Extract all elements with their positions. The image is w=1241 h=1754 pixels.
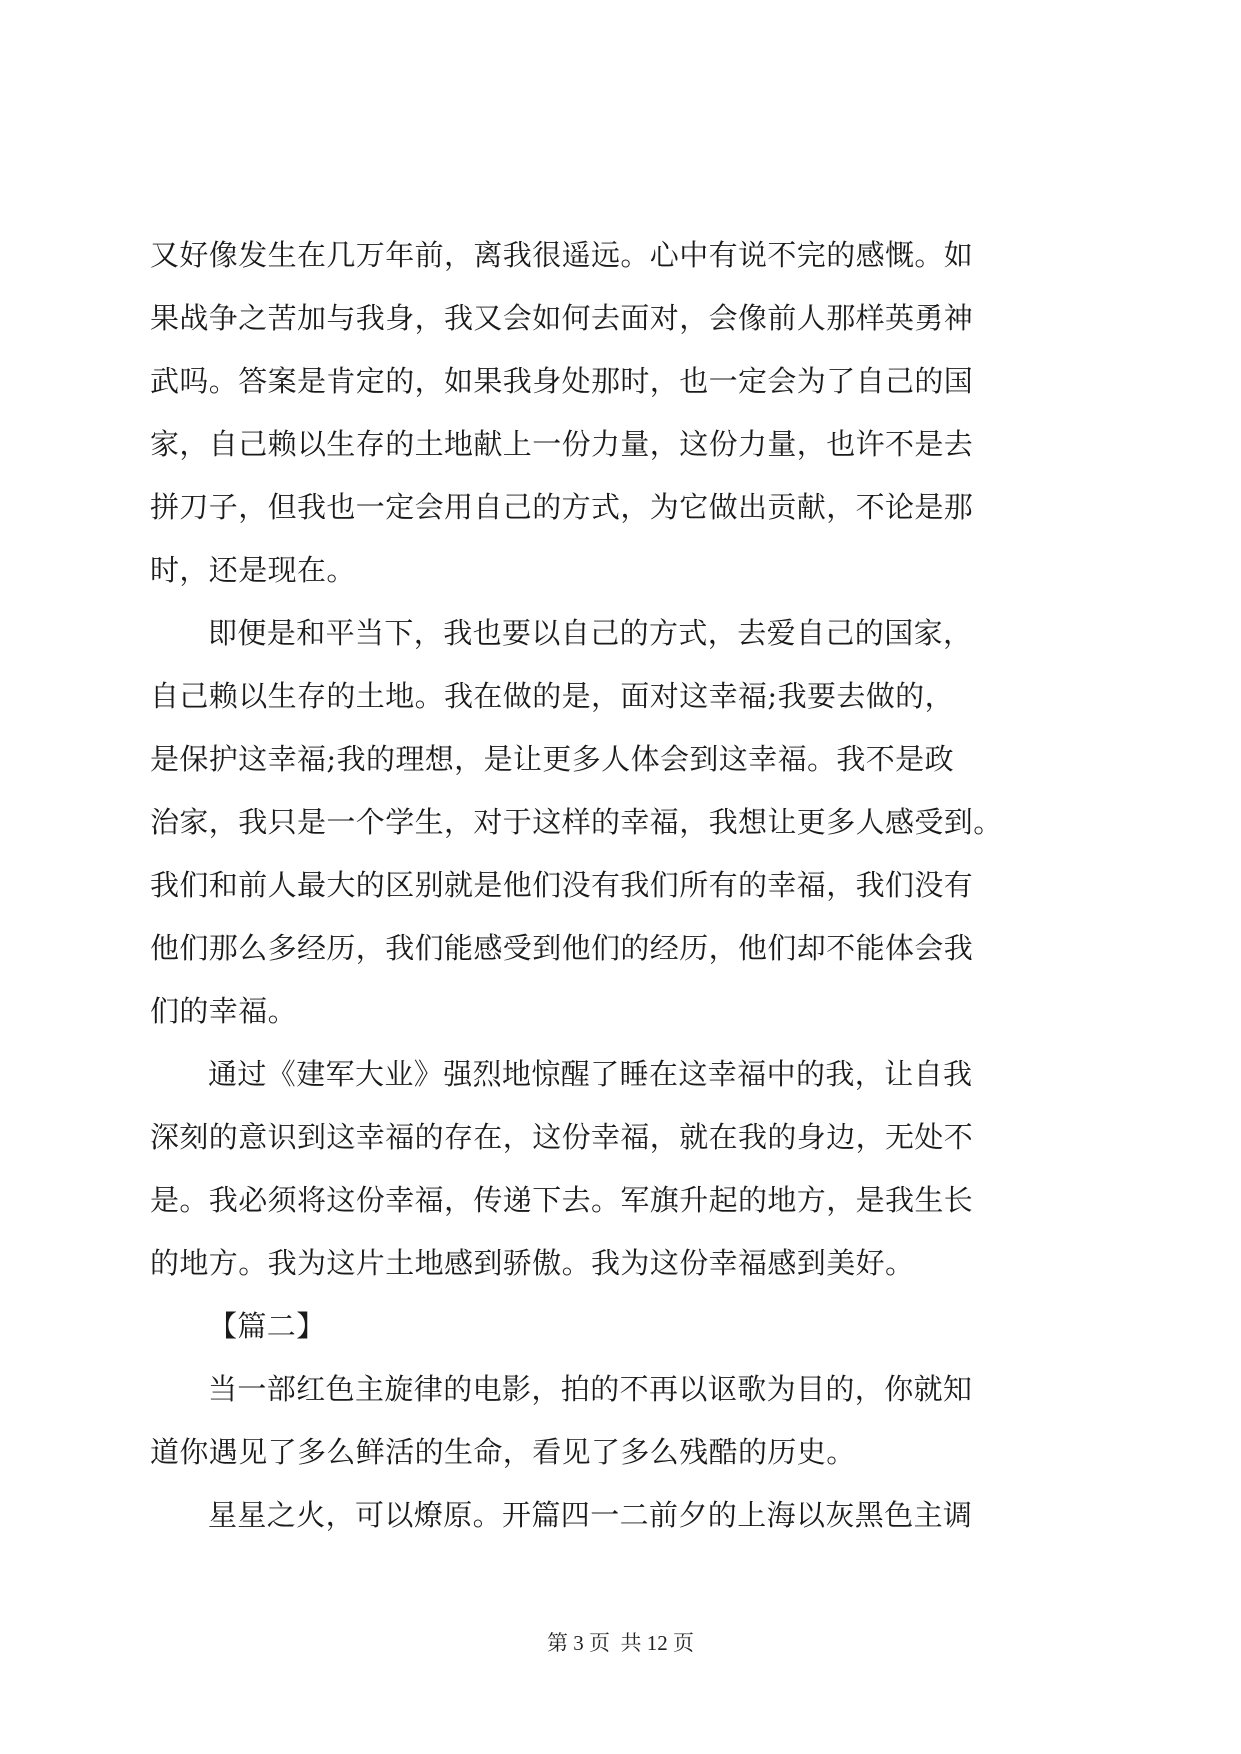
- document-body: [150, 224, 1110, 1547]
- text-line: 家，自己赖以生存的土地献上一份力量，这份力量，也许不是去: [150, 427, 974, 461]
- text-line: 又好像发生在几万年前，离我很遥远。心中有说不完的感慨。如: [150, 238, 974, 272]
- text-line: 深刻的意识到这幸福的存在，这份幸福，就在我的身边，无处不: [150, 1120, 974, 1154]
- text-line: 他们那么多经历，我们能感受到他们的经历，他们却不能体会我: [150, 931, 974, 965]
- text-line: 即便是和平当下，我也要以自己的方式，去爱自己的国家，: [208, 616, 973, 650]
- text-line: 们的幸福。: [150, 994, 298, 1028]
- text-line: 我们和前人最大的区别就是他们没有我们所有的幸福，我们没有: [150, 868, 974, 902]
- text-line: 时，还是现在。: [150, 553, 356, 587]
- text-line: 通过《建军大业》强烈地惊醒了睡在这幸福中的我，让自我: [208, 1057, 973, 1091]
- page-number-footer: 第 3 页 共 12 页: [547, 1631, 694, 1655]
- paragraph: [150, 602, 1110, 1043]
- text-line: 道你遇见了多么鲜活的生命，看见了多么残酷的历史。: [150, 1435, 856, 1469]
- section-heading: [150, 1295, 1110, 1358]
- text-line: 自己赖以生存的土地。我在做的是，面对这幸福;我要去做的，: [150, 679, 954, 713]
- text-line: 当一部红色主旋律的电影，拍的不再以讴歌为目的，你就知: [208, 1372, 973, 1406]
- paragraph: [150, 1484, 1110, 1547]
- text-line: 拼刀子，但我也一定会用自己的方式，为它做出贡献，不论是那: [150, 490, 974, 524]
- text-line: 的地方。我为这片土地感到骄傲。我为这份幸福感到美好。: [150, 1246, 915, 1280]
- text-line: 果战争之苦加与我身，我又会如何去面对，会像前人那样英勇神: [150, 301, 974, 335]
- text-line: 治家，我只是一个学生，对于这样的幸福，我想让更多人感受到。: [150, 805, 1003, 839]
- paragraph: [150, 1358, 1110, 1484]
- paragraph: [150, 224, 1110, 602]
- paragraph: [150, 1043, 1110, 1295]
- section-heading-text: 【篇二】: [208, 1309, 326, 1343]
- text-line: 是。我必须将这份幸福，传递下去。军旗升起的地方，是我生长: [150, 1183, 974, 1217]
- text-line: 星星之火，可以燎原。开篇四一二前夕的上海以灰黑色主调: [208, 1498, 973, 1532]
- text-line: 武吗。答案是肯定的，如果我身处那时，也一定会为了自己的国: [150, 364, 974, 398]
- text-line: 是保护这幸福;我的理想，是让更多人体会到这幸福。我不是政: [150, 742, 954, 776]
